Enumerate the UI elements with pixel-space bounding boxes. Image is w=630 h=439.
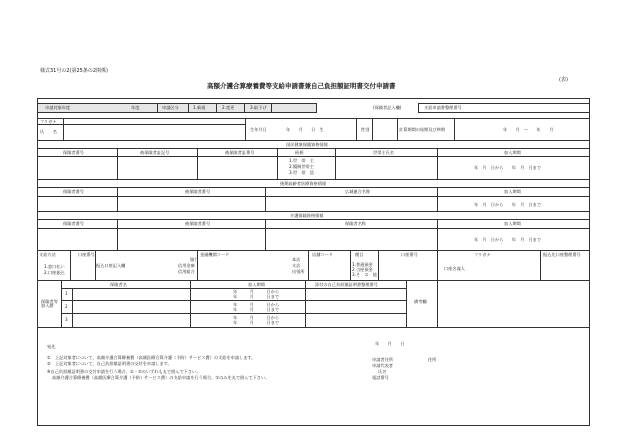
national-col-period: 加入期間 — [504, 150, 521, 155]
elderly-col-period: 加入期間 — [504, 189, 521, 194]
national-col-insurer-no: 保険者番号 — [63, 150, 84, 155]
gender-label: 性別 — [361, 127, 370, 132]
bank-code-label: 金融機関コード — [200, 252, 230, 257]
pay-transfer[interactable]: 2.口座振込 — [44, 270, 65, 275]
type-ordinary[interactable]: 1.普通預金 — [352, 262, 373, 267]
supply-no-label: 支給申請書整理番号 — [424, 105, 462, 110]
bank-type-kumiai[interactable]: 信用組合 — [178, 269, 195, 274]
bank-type-bank[interactable]: 銀行 — [190, 257, 199, 262]
birth-date[interactable]: 年 月 日 生 — [286, 127, 324, 132]
branch-main[interactable]: 本店 — [292, 257, 301, 262]
national-col-cert-no: 被保険者証番号 — [225, 150, 255, 155]
side-label: (表) — [559, 77, 568, 83]
elderly-col-insured-no: 被保険者番号 — [185, 189, 211, 194]
bank-type-shinkin[interactable]: 信用金庫 — [178, 263, 195, 268]
insurer-row-1: 1 — [65, 291, 68, 296]
insurer-row-2-from[interactable]: 年 月 日から — [233, 302, 280, 307]
period-label: 計算期間の始期及び終期 — [399, 127, 446, 132]
birth-label: 生年月日 — [250, 127, 267, 132]
insurer-fill-label: (保険者記入欄) — [373, 105, 402, 110]
applicant-rep-label: 申請代表者 — [372, 363, 393, 368]
care-col-name: 保険者名称 — [345, 221, 366, 226]
period-date[interactable]: 年 月 〜 年 月 — [503, 127, 554, 132]
relation-member[interactable]: 3.世 帯 員 — [289, 170, 314, 175]
account-type-label: 種目 — [355, 252, 364, 257]
app-type-withdraw[interactable]: 3.取下げ — [250, 105, 267, 110]
care-col-insured-no: 被保険者番号 — [185, 221, 211, 226]
footer-note-1: ① 上記対象者について、高額介護合算療養費（高額医療合算介護（予防）サービス費）の支給を申請します。 — [47, 355, 256, 360]
care-section-title: 介護保険資格情報 — [290, 213, 324, 218]
footer-note-3: ※自己負担額証明書の交付申請を行う場合、①・②のいずれも丸で囲んで下さい。 — [47, 369, 201, 374]
applicant-address-label: 申請者住所 — [372, 357, 393, 362]
remarks-code-label: 振込先口座整理番号 — [543, 252, 581, 257]
holder-furigana-label: フリガナ — [474, 252, 491, 257]
insurer-row-2-to[interactable]: 年 月 日まで — [233, 307, 280, 312]
insurer-history-side: 保険者等加入歴 — [41, 299, 58, 309]
app-type-new[interactable]: 1.新規 — [193, 105, 206, 110]
branch-sub[interactable]: 支店 — [292, 263, 301, 268]
insurer-row-3-from[interactable]: 年 月 日から — [233, 315, 280, 320]
applicant-phone-label: 電話番号 — [372, 375, 389, 380]
elderly-col-union: 広域連合名称 — [345, 189, 371, 194]
account-no-label: 口座番号 — [78, 252, 95, 257]
app-type-change[interactable]: 2.変更 — [222, 105, 235, 110]
name-label: 氏 名 — [40, 129, 57, 134]
elderly-col-insurer-no: 保険者番号 — [63, 189, 84, 194]
form-number: 様式31号の2(第25条の2関係) — [40, 68, 108, 74]
insurer-name-col: 保険者名 — [110, 282, 127, 287]
insurer-cert-col: 添付の自己負担額証明書整理番号 — [315, 282, 378, 287]
branch-code-label: 店舗コード — [312, 252, 333, 257]
transfer-fill-label: 振込口座記入欄 — [96, 263, 126, 268]
insurer-row-2: 2 — [65, 304, 68, 309]
remarks-label: 備考欄 — [414, 299, 427, 304]
payment-method-label: 支給方法 — [39, 252, 56, 257]
year-unit: 年度 — [131, 105, 140, 110]
insurer-period-col: 加入期間 — [248, 282, 265, 287]
app-type-label: 申請区分 — [162, 105, 179, 110]
insurer-row-3-to[interactable]: 年 月 日まで — [233, 320, 280, 325]
care-period[interactable]: 年 月 日から 年 月 日まで — [474, 237, 542, 242]
national-period[interactable]: 年 月 日から 年 月 日まで — [474, 165, 542, 170]
care-col-period: 加入期間 — [504, 221, 521, 226]
national-col-head: 世帯主氏名 — [373, 150, 394, 155]
national-col-cert-mark: 被保険者証記号 — [140, 150, 170, 155]
type-current[interactable]: 2.当座預金 — [352, 267, 373, 272]
footer-note-4: 高額介護合算療養費（高額医療合算介護（予防）サービス費）の支給申請を行う場合、①のみを丸で囲んで下さい。 — [52, 375, 270, 380]
page-title: 高額介護合算療養費等支給申請書兼自己負担額証明書交付申請書 — [207, 82, 396, 90]
relation-pseudo[interactable]: 2.擬制世帯主 — [289, 164, 314, 169]
type-other[interactable]: 3.そ の 他 — [352, 272, 377, 277]
account-holder-label: 口座名義人 — [444, 266, 465, 271]
insurer-row-1-to[interactable]: 年 月 日まで — [233, 294, 280, 299]
footer-date[interactable]: 年 月 日 — [375, 341, 405, 346]
relation-head[interactable]: 1.世 帯 主 — [289, 158, 314, 163]
applicant-address-value[interactable]: 住所 — [428, 357, 437, 362]
footer-note-2: ② 上記対象者について、自己負担額証明書の交付を申請します。 — [47, 361, 172, 366]
national-section-title: 国民健康保険資格情報 — [286, 142, 328, 147]
national-col-relation: 続柄 — [295, 150, 304, 155]
elderly-section-title: 後期高齢者医療資格情報 — [280, 181, 327, 186]
branch-office[interactable]: 出張所 — [292, 269, 305, 274]
elderly-period[interactable]: 年 月 日から 年 月 日まで — [474, 202, 542, 207]
recipient-label: 宛先 — [47, 344, 56, 349]
target-year-label: 申請対象年度 — [45, 105, 71, 110]
account-no2-label: 口座番号 — [401, 252, 418, 257]
furigana-label: フリガナ — [40, 119, 57, 124]
pay-window[interactable]: 1.窓口払い — [44, 264, 65, 269]
insurer-row-1-from[interactable]: 年 月 日から — [233, 289, 280, 294]
applicant-name-label: 氏名 — [378, 369, 387, 374]
insurer-row-3: 3 — [65, 317, 68, 322]
care-col-insurer-no: 保険者番号 — [63, 221, 84, 226]
